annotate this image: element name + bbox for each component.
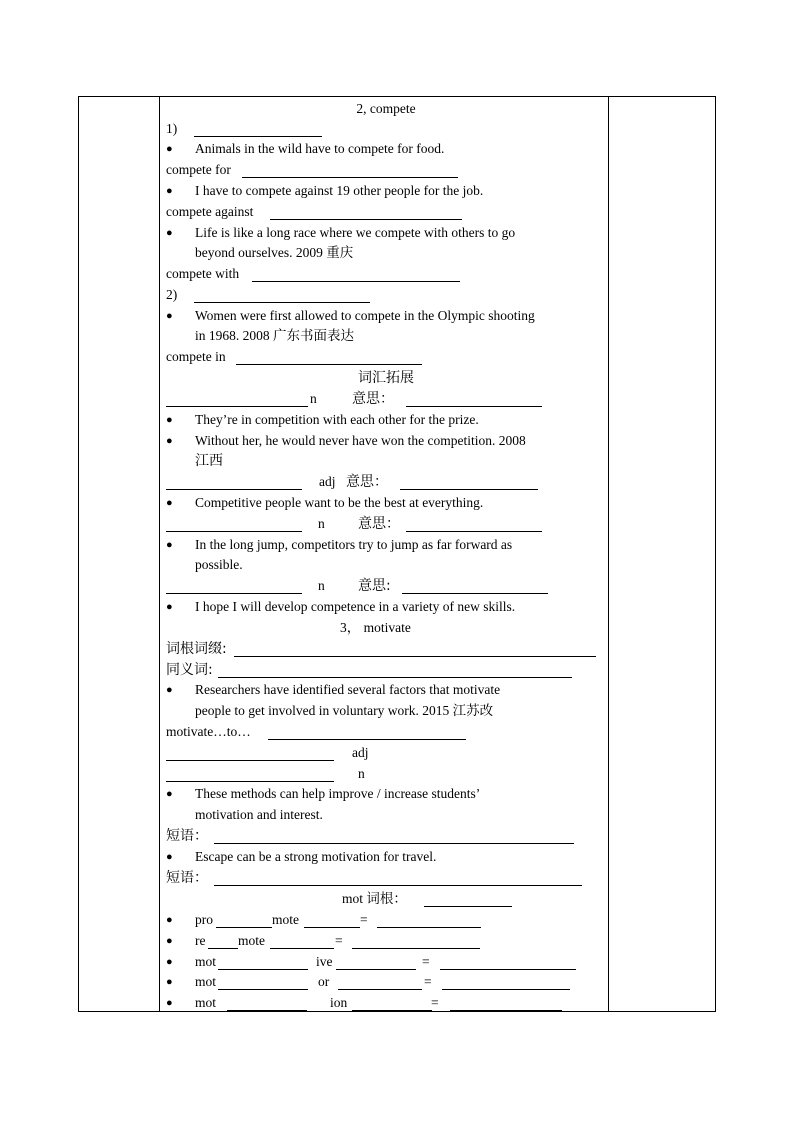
- phrase-line: [166, 160, 606, 180]
- equals-sign: =: [431, 995, 439, 1010]
- answer-blank[interactable]: [236, 350, 422, 365]
- answer-blank[interactable]: [194, 122, 322, 137]
- answer-blank[interactable]: [402, 579, 548, 594]
- example-sentence: In the long jump, competitors try to jump as far forward as: [195, 537, 513, 552]
- answer-blank[interactable]: [208, 934, 238, 949]
- example-continuation: [166, 451, 606, 471]
- answer-blank[interactable]: [242, 163, 458, 178]
- root-item: [166, 993, 606, 1013]
- equals-sign: =: [424, 974, 432, 989]
- answer-blank[interactable]: [406, 392, 542, 407]
- bullet-icon: ●: [166, 935, 173, 947]
- bullet-icon: ●: [166, 185, 173, 197]
- root-part: mote: [272, 912, 299, 927]
- answer-blank[interactable]: [166, 392, 308, 407]
- bullet-icon: ●: [166, 227, 173, 239]
- part-of-speech: n: [318, 516, 325, 531]
- column-divider: [608, 97, 609, 1011]
- answer-blank[interactable]: [216, 913, 272, 928]
- bullet-icon: ●: [166, 310, 173, 322]
- numbered-item: [166, 119, 606, 139]
- item-number: 1): [166, 121, 178, 136]
- answer-blank[interactable]: [214, 871, 582, 886]
- example-continuation: [166, 326, 606, 346]
- answer-blank[interactable]: [338, 975, 422, 990]
- root-part: ive: [316, 954, 333, 969]
- root-prefix: pro: [195, 912, 213, 927]
- word-form-line: [166, 472, 606, 492]
- example-item: [166, 847, 606, 867]
- phrase-line: [166, 347, 606, 367]
- word-form-line: [166, 743, 606, 763]
- example-item: [166, 431, 606, 451]
- part-of-speech: adj: [319, 474, 336, 489]
- example-sentence: Competitive people want to be the best at everything.: [195, 495, 484, 510]
- root-item: [166, 931, 606, 951]
- phrase-label: compete in: [166, 349, 226, 364]
- answer-blank[interactable]: [166, 746, 334, 761]
- equals-sign: =: [422, 954, 430, 969]
- root-part: mote: [238, 933, 265, 948]
- bullet-icon: ●: [166, 956, 173, 968]
- root-prefix: mot: [195, 954, 217, 969]
- part-of-speech: n: [358, 766, 365, 781]
- root-title: mot 词根：: [342, 891, 407, 906]
- answer-blank[interactable]: [218, 975, 308, 990]
- answer-blank[interactable]: [214, 829, 574, 844]
- example-item: [166, 181, 606, 201]
- answer-blank[interactable]: [166, 579, 302, 594]
- numbered-item: [166, 285, 606, 305]
- bullet-icon: ●: [166, 143, 173, 155]
- answer-blank[interactable]: [450, 996, 562, 1011]
- root-prefix: mot: [195, 974, 217, 989]
- bullet-icon: ●: [166, 976, 173, 988]
- word-form-line: [166, 764, 606, 784]
- root-part: or: [318, 974, 330, 989]
- bullet-icon: ●: [166, 684, 173, 696]
- example-item: [166, 410, 606, 430]
- answer-blank[interactable]: [166, 767, 334, 782]
- answer-blank[interactable]: [194, 288, 370, 303]
- example-sentence: Escape can be a strong motivation for travel.: [195, 849, 437, 864]
- part-of-speech: n: [310, 391, 317, 406]
- answer-blank[interactable]: [270, 205, 462, 220]
- bullet-icon: ●: [166, 497, 173, 509]
- example-sentence: beyond ourselves. 2009 重庆: [195, 245, 354, 260]
- example-sentence: Animals in the wild have to compete for food.: [195, 141, 445, 156]
- bullet-icon: ●: [166, 601, 173, 613]
- answer-blank[interactable]: [336, 955, 416, 970]
- answer-blank[interactable]: [352, 934, 480, 949]
- answer-blank[interactable]: [440, 955, 576, 970]
- part-of-speech: n: [318, 578, 325, 593]
- answer-blank[interactable]: [406, 517, 542, 532]
- answer-blank[interactable]: [234, 642, 596, 657]
- equals-sign: =: [335, 933, 343, 948]
- example-sentence: Life is like a long race where we compete with others to go: [195, 225, 516, 240]
- bullet-icon: ●: [166, 539, 173, 551]
- answer-blank[interactable]: [227, 996, 307, 1011]
- field-label: 短语：: [166, 828, 208, 844]
- example-sentence: motivation and interest.: [195, 807, 323, 822]
- meaning-label: 意思：: [346, 474, 388, 490]
- example-continuation: [166, 805, 606, 825]
- example-item: [166, 535, 606, 555]
- section-title: 3， motivate: [340, 620, 411, 635]
- example-sentence: Without her, he would never have won the competition. 2008: [195, 433, 526, 448]
- phrase-label: compete with: [166, 266, 240, 281]
- answer-blank[interactable]: [252, 267, 460, 282]
- example-item: [166, 597, 606, 617]
- section-title: 词汇拓展: [358, 370, 414, 386]
- answer-blank[interactable]: [166, 517, 302, 532]
- word-form-line: [166, 514, 606, 534]
- example-sentence: Researchers have identified several factors that motivate: [195, 682, 501, 697]
- root-item: [166, 910, 606, 930]
- bullet-icon: ●: [166, 851, 173, 863]
- answer-blank[interactable]: [424, 892, 512, 907]
- root-item: [166, 972, 606, 992]
- word-form-line: [166, 576, 606, 596]
- section-title: 2, compete: [356, 101, 416, 116]
- example-item: [166, 306, 606, 326]
- bullet-icon: ●: [166, 914, 173, 926]
- answer-blank[interactable]: [400, 475, 538, 490]
- example-continuation: [166, 555, 606, 575]
- phrase-label: compete against: [166, 204, 254, 219]
- example-item: [166, 493, 606, 513]
- root-title-line: [166, 889, 606, 909]
- phrase-line: [166, 868, 606, 888]
- example-continuation: [166, 243, 606, 263]
- example-sentence: 江西: [195, 453, 223, 469]
- part-of-speech: adj: [352, 745, 369, 760]
- bullet-icon: ●: [166, 414, 173, 426]
- root-affix-line: [166, 639, 606, 659]
- word-form-line: [166, 389, 606, 409]
- example-item: [166, 223, 606, 243]
- example-item: [166, 784, 606, 804]
- answer-blank[interactable]: [218, 955, 308, 970]
- bullet-icon: ●: [166, 997, 173, 1009]
- item-number: 2): [166, 287, 178, 302]
- example-sentence: They’re in competition with each other for the prize.: [195, 412, 479, 427]
- phrase-line: [166, 202, 606, 222]
- field-label: 同义词:: [166, 662, 213, 678]
- example-continuation: [166, 701, 606, 721]
- example-sentence: possible.: [195, 557, 243, 572]
- example-sentence: I have to compete against 19 other people for the job.: [195, 183, 484, 198]
- example-item: [166, 139, 606, 159]
- column-divider: [159, 97, 160, 1011]
- equals-sign: =: [360, 912, 368, 927]
- answer-blank[interactable]: [442, 975, 570, 990]
- example-sentence: in 1968. 2008 广东书面表达: [195, 328, 355, 343]
- root-part: ion: [330, 995, 348, 1010]
- phrase-line: [166, 722, 606, 742]
- root-prefix: re: [195, 933, 206, 948]
- field-label: 短语：: [166, 870, 208, 886]
- example-sentence: I hope I will develop competence in a variety of new skills.: [195, 599, 516, 614]
- answer-blank[interactable]: [304, 913, 360, 928]
- phrase-line: [166, 826, 606, 846]
- bullet-icon: ●: [166, 788, 173, 800]
- answer-blank[interactable]: [268, 725, 466, 740]
- answer-blank[interactable]: [352, 996, 432, 1011]
- example-item: [166, 680, 606, 700]
- answer-blank[interactable]: [218, 663, 572, 678]
- root-prefix: mot: [195, 995, 217, 1010]
- answer-blank[interactable]: [377, 913, 481, 928]
- example-sentence: people to get involved in voluntary work. 2015 江苏改: [195, 703, 494, 718]
- example-sentence: These methods can help improve / increase students’: [195, 786, 481, 801]
- synonym-line: [166, 660, 606, 680]
- field-label: 词根词缀:: [166, 641, 227, 657]
- phrase-label: compete for: [166, 162, 231, 177]
- example-sentence: Women were first allowed to compete in the Olympic shooting: [195, 308, 535, 323]
- bullet-icon: ●: [166, 435, 173, 447]
- answer-blank[interactable]: [166, 475, 302, 490]
- phrase-label: motivate…to…: [166, 724, 251, 739]
- meaning-label: 意思：: [358, 516, 400, 532]
- root-item: [166, 952, 606, 972]
- phrase-line: [166, 264, 606, 284]
- meaning-label: 意思:: [358, 578, 391, 594]
- answer-blank[interactable]: [270, 934, 334, 949]
- meaning-label: 意思：: [352, 391, 394, 407]
